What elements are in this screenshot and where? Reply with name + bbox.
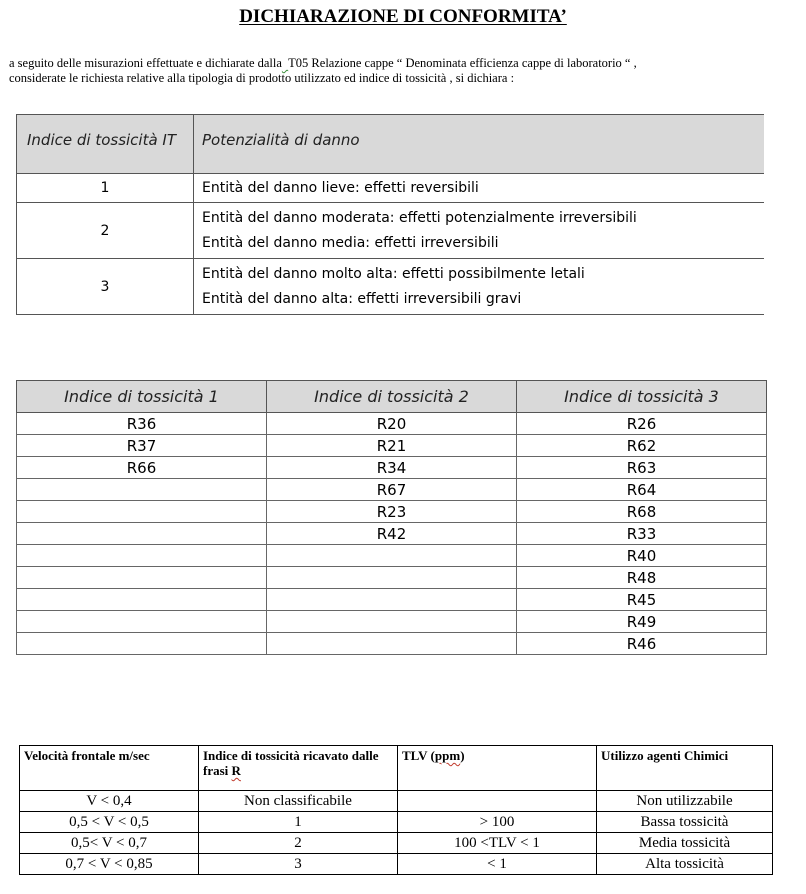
table-row bbox=[17, 457, 767, 479]
r-phrase-cell: R68 bbox=[517, 501, 767, 523]
toxicity-index-cell: 3 bbox=[17, 259, 194, 315]
damage-description-cell bbox=[194, 174, 765, 203]
header-r-letter: R bbox=[231, 763, 241, 778]
r-phrase-cell bbox=[17, 479, 267, 501]
velocity-cell: V < 0,4 bbox=[20, 791, 199, 812]
damage-line: Entità del danno molto alta: effetti possibilmente letali bbox=[202, 265, 585, 282]
r-phrase-cell: R21 bbox=[267, 435, 517, 457]
toxicity-damage-table bbox=[16, 114, 764, 315]
chemical-use-cell: Alta tossicità bbox=[597, 854, 773, 875]
intro-line-1-start: a seguito delle misurazioni effettuate e dichiarate dalla bbox=[9, 56, 282, 70]
r-phrase-cell bbox=[267, 589, 517, 611]
header-tlv-open: TLV ( bbox=[402, 748, 435, 763]
r-phrase-cell: R26 bbox=[517, 413, 767, 435]
r-phrase-cell bbox=[17, 589, 267, 611]
damage-description-cell bbox=[194, 259, 765, 315]
table-header-row bbox=[20, 746, 773, 791]
r-phrase-cell bbox=[17, 545, 267, 567]
r-phrase-cell: R45 bbox=[517, 589, 767, 611]
r-phrase-cell: R37 bbox=[17, 435, 267, 457]
r-phrase-cell: R36 bbox=[17, 413, 267, 435]
r-phrase-cell bbox=[267, 567, 517, 589]
header-toxicity-3: Indice di tossicità 3 bbox=[517, 381, 767, 413]
damage-line: Entità del danno media: effetti irreversibili bbox=[202, 234, 499, 251]
r-phrase-cell bbox=[267, 545, 517, 567]
table-row bbox=[17, 611, 767, 633]
damage-line: Entità del danno alta: effetti irreversibili gravi bbox=[202, 290, 522, 307]
r-phrase-cell: R66 bbox=[17, 457, 267, 479]
chemical-use-cell: Media tossicità bbox=[597, 833, 773, 854]
r-phrase-cell: R49 bbox=[517, 611, 767, 633]
r-phrase-cell: R23 bbox=[267, 501, 517, 523]
damage-line: Entità del danno moderata: effetti potenzialmente irreversibili bbox=[202, 209, 637, 226]
r-phrases-body bbox=[17, 413, 767, 655]
header-damage-potential: Potenzialità di danno bbox=[194, 115, 765, 174]
table-row bbox=[17, 523, 767, 545]
velocity-cell: 0,5 < V < 0,5 bbox=[20, 812, 199, 833]
header-toxicity-from-r bbox=[199, 746, 398, 791]
header-tlv bbox=[398, 746, 597, 791]
header-chemical-use: Utilizzo agenti Chimici bbox=[597, 746, 773, 791]
r-phrase-cell: R64 bbox=[517, 479, 767, 501]
velocity-cell: 0,5< V < 0,7 bbox=[20, 833, 199, 854]
header-tlv-close: ) bbox=[460, 748, 465, 763]
r-phrase-cell bbox=[17, 501, 267, 523]
r-phrase-cell: R46 bbox=[517, 633, 767, 655]
velocity-cell: 0,7 < V < 0,85 bbox=[20, 854, 199, 875]
table-row bbox=[17, 589, 767, 611]
tlv-cell: 100 <TLV < 1 bbox=[398, 833, 597, 854]
chemical-use-cell: Non utilizzabile bbox=[597, 791, 773, 812]
r-phrase-cell: R34 bbox=[267, 457, 517, 479]
toxicity-index-cell: 2 bbox=[199, 833, 398, 854]
table-header-row bbox=[17, 381, 767, 413]
table-row bbox=[17, 545, 767, 567]
toxicity-index-cell: 1 bbox=[17, 174, 194, 203]
r-phrase-cell: R67 bbox=[267, 479, 517, 501]
table-row bbox=[20, 812, 773, 833]
table-row bbox=[20, 854, 773, 875]
r-phrase-cell: R48 bbox=[517, 567, 767, 589]
intro-line-2: considerate le richiesta relative alla tipologia di prodotto utilizzato ed indice di tossicità , si dichiara : bbox=[9, 71, 515, 85]
table-row bbox=[17, 501, 767, 523]
toxicity-index-cell: 1 bbox=[199, 812, 398, 833]
header-toxicity-1: Indice di tossicità 1 bbox=[17, 381, 267, 413]
table-row bbox=[20, 791, 773, 812]
r-phrase-cell: R42 bbox=[267, 523, 517, 545]
toxicity-index-cell: 3 bbox=[199, 854, 398, 875]
r-phrase-cell: R62 bbox=[517, 435, 767, 457]
table-row bbox=[17, 259, 765, 315]
tlv-cell bbox=[398, 791, 597, 812]
r-phrase-cell bbox=[17, 523, 267, 545]
table-row bbox=[17, 479, 767, 501]
velocity-body bbox=[20, 791, 773, 875]
table-row bbox=[17, 174, 765, 203]
tlv-cell: < 1 bbox=[398, 854, 597, 875]
r-phrase-cell: R33 bbox=[517, 523, 767, 545]
intro-line-1-end: T05 Relazione cappe “ Denominata efficienza cappe di laboratorio “ , bbox=[288, 56, 637, 70]
r-phrase-cell: R20 bbox=[267, 413, 517, 435]
intro-paragraph bbox=[9, 56, 799, 86]
r-phrase-cell bbox=[17, 611, 267, 633]
damage-description-cell bbox=[194, 203, 765, 259]
r-phrase-cell: R63 bbox=[517, 457, 767, 479]
toxicity-index-cell: 2 bbox=[17, 203, 194, 259]
table-row bbox=[17, 203, 765, 259]
header-tlv-unit: ppm bbox=[434, 748, 461, 763]
header-toxicity-index: Indice di tossicità IT bbox=[17, 115, 194, 174]
table-header-row bbox=[17, 115, 765, 174]
r-phrase-cell bbox=[17, 567, 267, 589]
toxicity-index-cell: Non classificabile bbox=[199, 791, 398, 812]
r-phrases-table bbox=[16, 380, 767, 655]
r-phrase-cell bbox=[267, 611, 517, 633]
header-frontal-velocity: Velocità frontale m/sec bbox=[20, 746, 199, 791]
header-toxicity-from-r-text: Indice di tossicità ricavato dalle frasi bbox=[203, 748, 379, 778]
intro-line-1 bbox=[9, 56, 799, 71]
table-row bbox=[17, 413, 767, 435]
r-phrase-cell bbox=[267, 633, 517, 655]
table-row bbox=[17, 633, 767, 655]
table-row bbox=[17, 435, 767, 457]
table-row bbox=[20, 833, 773, 854]
header-toxicity-2: Indice di tossicità 2 bbox=[267, 381, 517, 413]
chemical-use-cell: Bassa tossicità bbox=[597, 812, 773, 833]
r-phrase-cell: R40 bbox=[517, 545, 767, 567]
document-title: DICHIARAZIONE DI CONFORMITA’ bbox=[239, 6, 567, 27]
tlv-cell: > 100 bbox=[398, 812, 597, 833]
velocity-classification-table bbox=[19, 745, 773, 875]
damage-line: Entità del danno lieve: effetti reversibili bbox=[202, 179, 479, 196]
table-row bbox=[17, 567, 767, 589]
r-phrase-cell bbox=[17, 633, 267, 655]
